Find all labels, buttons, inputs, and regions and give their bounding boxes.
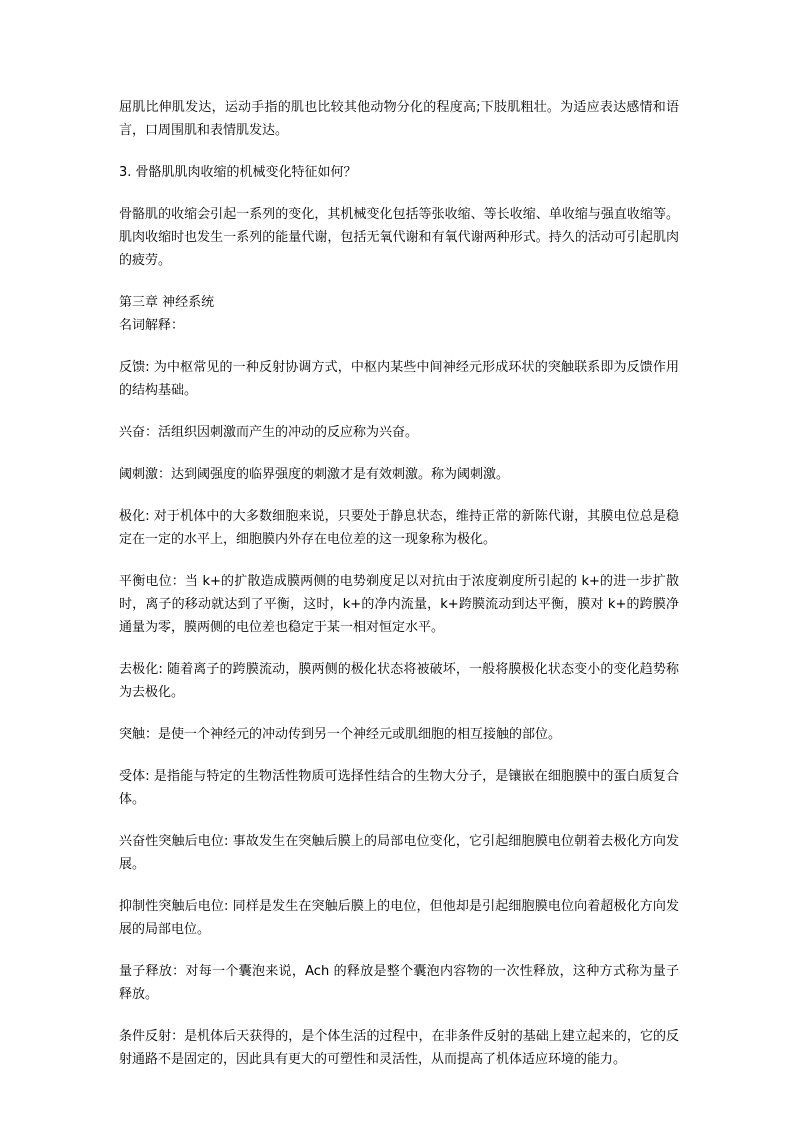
term-synapse: 突触：是使一个神经元的冲动传到另一个神经元或肌细胞的相互接触的部位。 xyxy=(119,727,562,742)
document-page xyxy=(119,96,679,1090)
term-epsp: 兴奋性突触后电位: 事故发生在突触后膜上的局部电位变化，它引起细胞膜电位朝着去极化方向发展。 xyxy=(119,834,679,872)
question-3-heading: 3. 骨骼肌肌肉收缩的机械变化特征如何？ xyxy=(119,165,357,180)
term-conditioned-reflex: 条件反射：是机体后天获得的，是个体生活的过程中，在非条件反射的基础上建立起来的，它的反射通路不是固定的，因此具有更大的可塑性和灵活性，从而提高了机体适应环境的能力。 xyxy=(119,1029,679,1067)
terms-heading: 名词解释： xyxy=(119,318,185,333)
term-feedback: 反馈: 为中枢常见的一种反射协调方式，中枢内某些中间神经元形成环状的突触联系即为反馈作用的结构基础。 xyxy=(119,360,679,398)
term-polarization: 极化: 对于机体中的大多数细胞来说，只要处于静息状态，维持正常的新陈代谢，其膜电位总是稳定在一定的水平上，细胞膜内外存在电位差的这一现象称为极化。 xyxy=(119,509,679,547)
paragraph-muscle-structure: 屈肌比伸肌发达，运动手指的肌也比较其他动物分化的程度高;下肢肌粗壮。为适应表达感情和语言，口周围肌和表情肌发达。 xyxy=(119,100,679,138)
term-receptor: 受体: 是指能与特定的生物活性物质可选择性结合的生物大分子，是镶嵌在细胞膜中的蛋白质复合体。 xyxy=(119,769,679,807)
term-ipsp: 抑制性突触后电位: 同样是发生在突触后膜上的电位，但他却是引起细胞膜电位向着超极化方向发展的局部电位。 xyxy=(119,899,679,937)
term-equilibrium-potential: 平衡电位：当 k+的扩散造成膜两侧的电势剃度足以对抗由于浓度剃度所引起的 k+的进一步扩散时，离子的移动就达到了平衡，这时，k+的净内流量，k+跨膜流动到达平衡，膜对 k+的跨膜净通量为零，膜两侧的电位差也稳定于某一相对恒定水平。 xyxy=(119,574,679,635)
chapter-title: 第三章 神经系统 xyxy=(119,295,215,310)
term-threshold-stimulus: 阈刺激：达到阈强度的临界强度的刺激才是有效刺激。称为阈刺激。 xyxy=(119,467,510,482)
term-depolarization: 去极化: 随着离子的跨膜流动，膜两侧的极化状态将被破坏，一般将膜极化状态变小的变化趋势称为去极化。 xyxy=(119,662,679,700)
term-quantal-release: 量子释放：对每一个囊泡来说，Ach 的释放是整个囊泡内容物的一次性释放，这种方式称为量子释放。 xyxy=(119,964,679,1002)
term-excitation: 兴奋：活组织因刺激而产生的冲动的反应称为兴奋。 xyxy=(119,425,419,440)
paragraph-muscle-contraction: 骨骼肌的收缩会引起一系列的变化，其机械变化包括等张收缩、等长收缩、单收缩与强直收缩等。肌肉收缩时也发生一系列的能量代谢，包括无氧代谢和有氧代谢两种形式。持久的活动可引起肌肉的疲劳。 xyxy=(119,207,679,268)
